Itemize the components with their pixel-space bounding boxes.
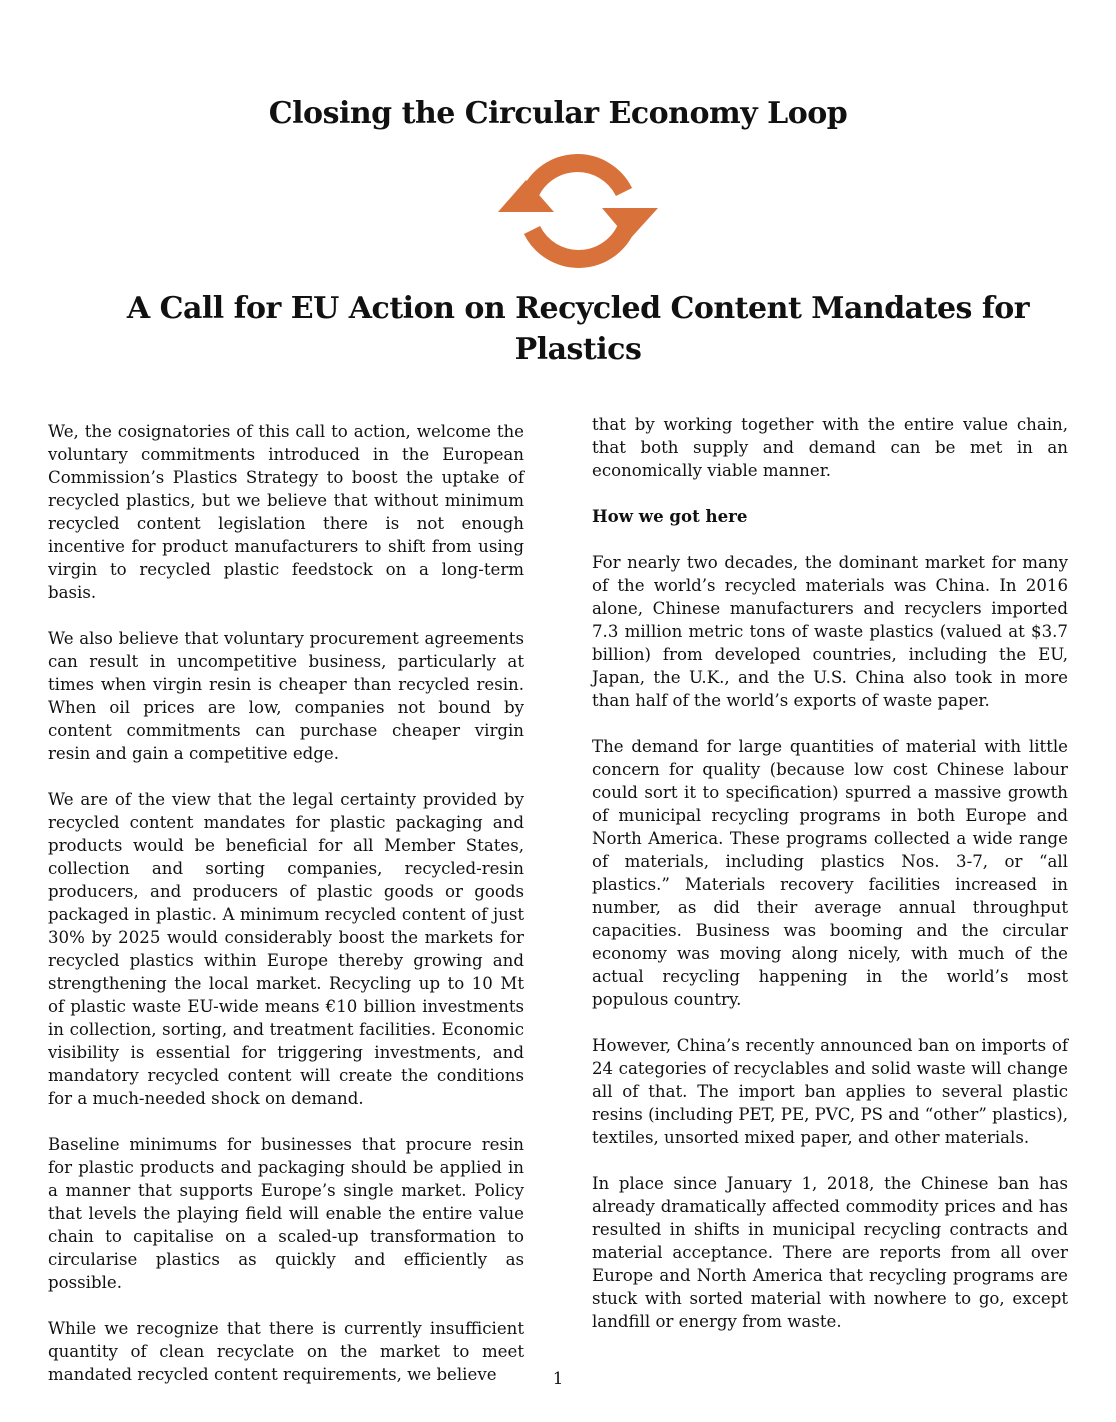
paragraph: In place since January 1, 2018, the Chinese ban has already dramatically affected commodity prices and has resulted in shifts in municipal recycling contracts and material acceptance. There are reports from all over Europe and North America that recycling programs are stuck with sorted material with nowhere to go, except landfill or energy from waste. xyxy=(592,1174,1068,1331)
right-column xyxy=(592,413,1068,1333)
paragraph: We are of the view that the legal certainty provided by recycled content mandates for plastic packaging and products would be beneficial for all Member States, collection and sorting companies, recycled-resin producers, and producers of plastic goods or goods packaged in plastic. A minimum recycled content of just 30% by 2025 would considerably boost the markets for recycled plastics within Europe thereby growing and strengthening the local market. Recycling up to 10 Mt of plastic waste EU-wide means €10 billion investments in collection, sorting, and treatment facilities. Economic visibility is essential for triggering investments, and mandatory recycled content will create the conditions for a much-needed shock on demand. xyxy=(48,790,524,1108)
paragraph: We, the cosignatories of this call to action, welcome the voluntary commitments introduced in the European Commission’s Plastics Strategy to boost the uptake of recycled plastics, but we believe that without minimum recycled content legislation there is not enough incentive for product manufacturers to shift from using virgin to recycled plastic feedstock on a long-term basis. xyxy=(48,422,524,602)
document-subtitle: A Call for EU Action on Recycled Content Mandates for Plastics xyxy=(126,291,1030,367)
left-column xyxy=(48,420,524,1386)
paragraph: However, China’s recently announced ban on imports of 24 categories of recyclables and solid waste will change all of that. The import ban applies to several plastic resins (including PET, PE, PVC, PS and “other” plastics), textiles, unsorted mixed paper, and other materials. xyxy=(592,1036,1068,1147)
paragraph: Baseline minimums for businesses that procure resin for plastic products and packaging should be applied in a manner that supports Europe’s single market. Policy that levels the playing field will enable the entire value chain to capitalise on a scaled-up transformation to circularise plastics as quickly and efficiently as possible. xyxy=(48,1135,524,1292)
paragraph: While we recognize that there is currently insufficient quantity of clean recyclate on the market to meet mandated recycled content requirements, we believe xyxy=(48,1319,524,1384)
section-heading: How we got here xyxy=(592,506,748,526)
recycle-arrows-icon xyxy=(496,140,660,280)
document-title: Closing the Circular Economy Loop xyxy=(268,96,848,131)
paragraph: We also believe that voluntary procurement agreements can result in uncompetitive business, particularly at times when virgin resin is cheaper than recycled resin. When oil prices are low, companies not bound by content commitments can purchase cheaper virgin resin and gain a competitive edge. xyxy=(48,629,524,763)
page-number: 1 xyxy=(552,1369,564,1388)
paragraph: For nearly two decades, the dominant market for many of the world’s recycled materials was China. In 2016 alone, Chinese manufacturers and recyclers imported 7.3 million metric tons of waste plastics (valued at $3.7 billion) from developed countries, including the EU, Japan, the U.K., and the U.S. China also took in more than half of the world’s exports of waste paper. xyxy=(592,553,1068,710)
paragraph-continuation: that by working together with the entire value chain, that both supply and demand can be met in an economically viable manner. xyxy=(592,415,1068,480)
paragraph: The demand for large quantities of material with little concern for quality (because low cost Chinese labour could sort it to specification) spurred a massive growth of municipal recycling programs in both Europe and North America. These programs collected a wide range of materials, including plastics Nos. 3-7, or “all plastics.” Materials recovery facilities increased in number, as did their average annual throughput capacities. Business was booming and the circular economy was moving along nicely, with much of the actual recycling happening in the world’s most populous country. xyxy=(592,737,1068,1009)
